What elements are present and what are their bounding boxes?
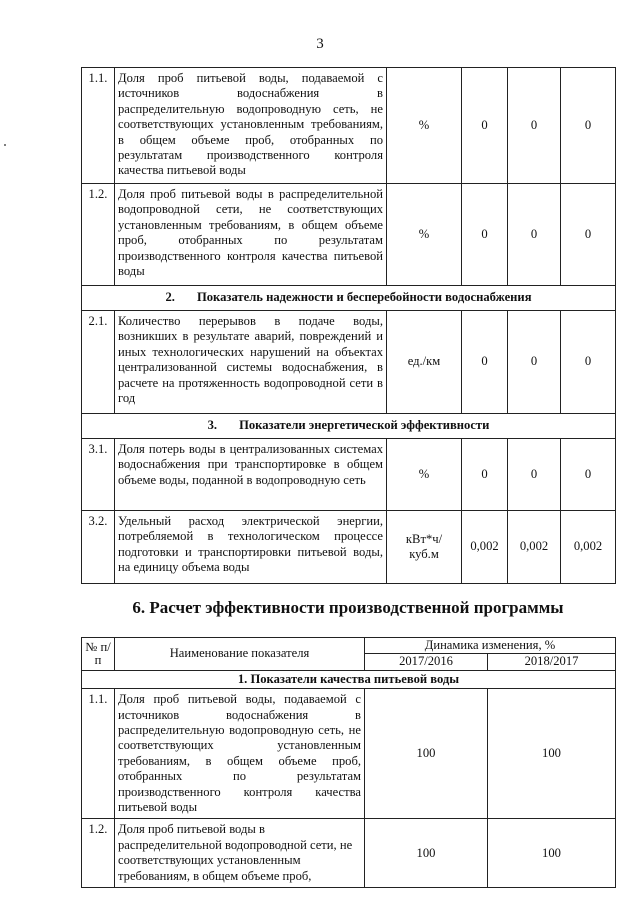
indicator-name: Удельный расход электрической энергии, потребляемой в технологическом процессе подготовки и транспортировки питьевой воды, на единицу объема воды xyxy=(115,511,387,584)
row-number: 1.2. xyxy=(82,819,115,888)
col-header: 2018/2017 xyxy=(488,654,616,670)
indicator-name: Доля проб питьевой воды, подаваемой с источников водоснабжения в распределительную водопроводную сеть, не соответствующих установленным требованиям, в общем объеме проб, отобранных по результатам производственного контроля качества питьевой воды xyxy=(115,68,387,184)
num-header: № п/п xyxy=(82,638,115,671)
section-number: 2. xyxy=(165,290,175,305)
value: 0 xyxy=(508,184,561,286)
section-row xyxy=(82,286,616,311)
indicators-table xyxy=(81,67,616,584)
table-row xyxy=(82,689,616,819)
section-number: 3. xyxy=(207,418,218,433)
table-row xyxy=(82,819,616,888)
value: 0 xyxy=(462,68,508,184)
value: 100 xyxy=(365,819,488,888)
indicator-name: Доля потерь воды в централизованных системах водоснабжения при транспортировке в общем объеме воды, поданной в водопроводную сеть xyxy=(115,439,387,511)
header-row xyxy=(82,638,616,654)
value: 100 xyxy=(365,689,488,819)
section-title: 1. Показатели качества питьевой воды xyxy=(82,670,616,688)
dynamics-header: Динамика изменения, % xyxy=(365,638,616,654)
value: 0 xyxy=(508,311,561,414)
row-number: 3.2. xyxy=(82,511,115,584)
section-title: Показатель надежности и бесперебойности водоснабжения xyxy=(196,290,532,305)
unit: ед./км xyxy=(387,311,462,414)
table-row xyxy=(82,68,616,184)
value: 0 xyxy=(508,439,561,511)
table-row xyxy=(82,184,616,286)
value: 0,002 xyxy=(462,511,508,584)
page-number: 3 xyxy=(316,36,324,52)
unit: кВт*ч/ куб.м xyxy=(387,511,462,584)
value: 0 xyxy=(561,311,616,414)
table-row xyxy=(82,439,616,511)
row-number: 3.1. xyxy=(82,439,115,511)
value: 0 xyxy=(462,439,508,511)
unit: % xyxy=(387,184,462,286)
name-header: Наименование показателя xyxy=(115,638,365,671)
value: 0 xyxy=(561,68,616,184)
indicator-name: Доля проб питьевой воды в распределительной водопроводной сети, не соответствующих установленным требованиям, в общем объеме проб, отобранных по результатам производственного контроля качества питьевой воды xyxy=(115,184,387,286)
section-title: Показатели энергетической эффективности xyxy=(239,418,490,433)
indicator-name: Доля проб питьевой воды в распределительной водопроводной сети, не соответствующих установленным требованиям, в общем объеме проб, xyxy=(115,819,365,888)
value: 100 xyxy=(488,819,616,888)
value: 0,002 xyxy=(508,511,561,584)
row-number: 2.1. xyxy=(82,311,115,414)
row-number: 1.1. xyxy=(82,689,115,819)
indicator-name: Количество перерывов в подаче воды, возникших в результате аварий, повреждений и иных технологических нарушений на объектах централизованной системы водоснабжения, в расчете на протяженность водопроводной сети в год xyxy=(115,311,387,414)
row-number: 1.2. xyxy=(82,184,115,286)
table-row xyxy=(82,511,616,584)
col-header: 2017/2016 xyxy=(365,654,488,670)
value: 0 xyxy=(561,439,616,511)
scan-dot xyxy=(4,144,6,146)
section-6-heading: 6. Расчет эффективности производственной программы xyxy=(132,598,564,617)
row-number: 1.1. xyxy=(82,68,115,184)
value: 0 xyxy=(508,68,561,184)
value: 0,002 xyxy=(561,511,616,584)
value: 0 xyxy=(462,311,508,414)
efficiency-table xyxy=(81,637,616,888)
unit: % xyxy=(387,68,462,184)
value: 100 xyxy=(488,689,616,819)
value: 0 xyxy=(462,184,508,286)
unit: % xyxy=(387,439,462,511)
table-row xyxy=(82,311,616,414)
section-row xyxy=(82,670,616,688)
value: 0 xyxy=(561,184,616,286)
indicator-name: Доля проб питьевой воды, подаваемой с источников водоснабжения в распределительную водопроводную сеть, не соответствующих установленным требованиям, в общем объеме проб, отобранных по результатам производственного контроля качества питьевой воды xyxy=(115,689,365,819)
section-row xyxy=(82,414,616,439)
